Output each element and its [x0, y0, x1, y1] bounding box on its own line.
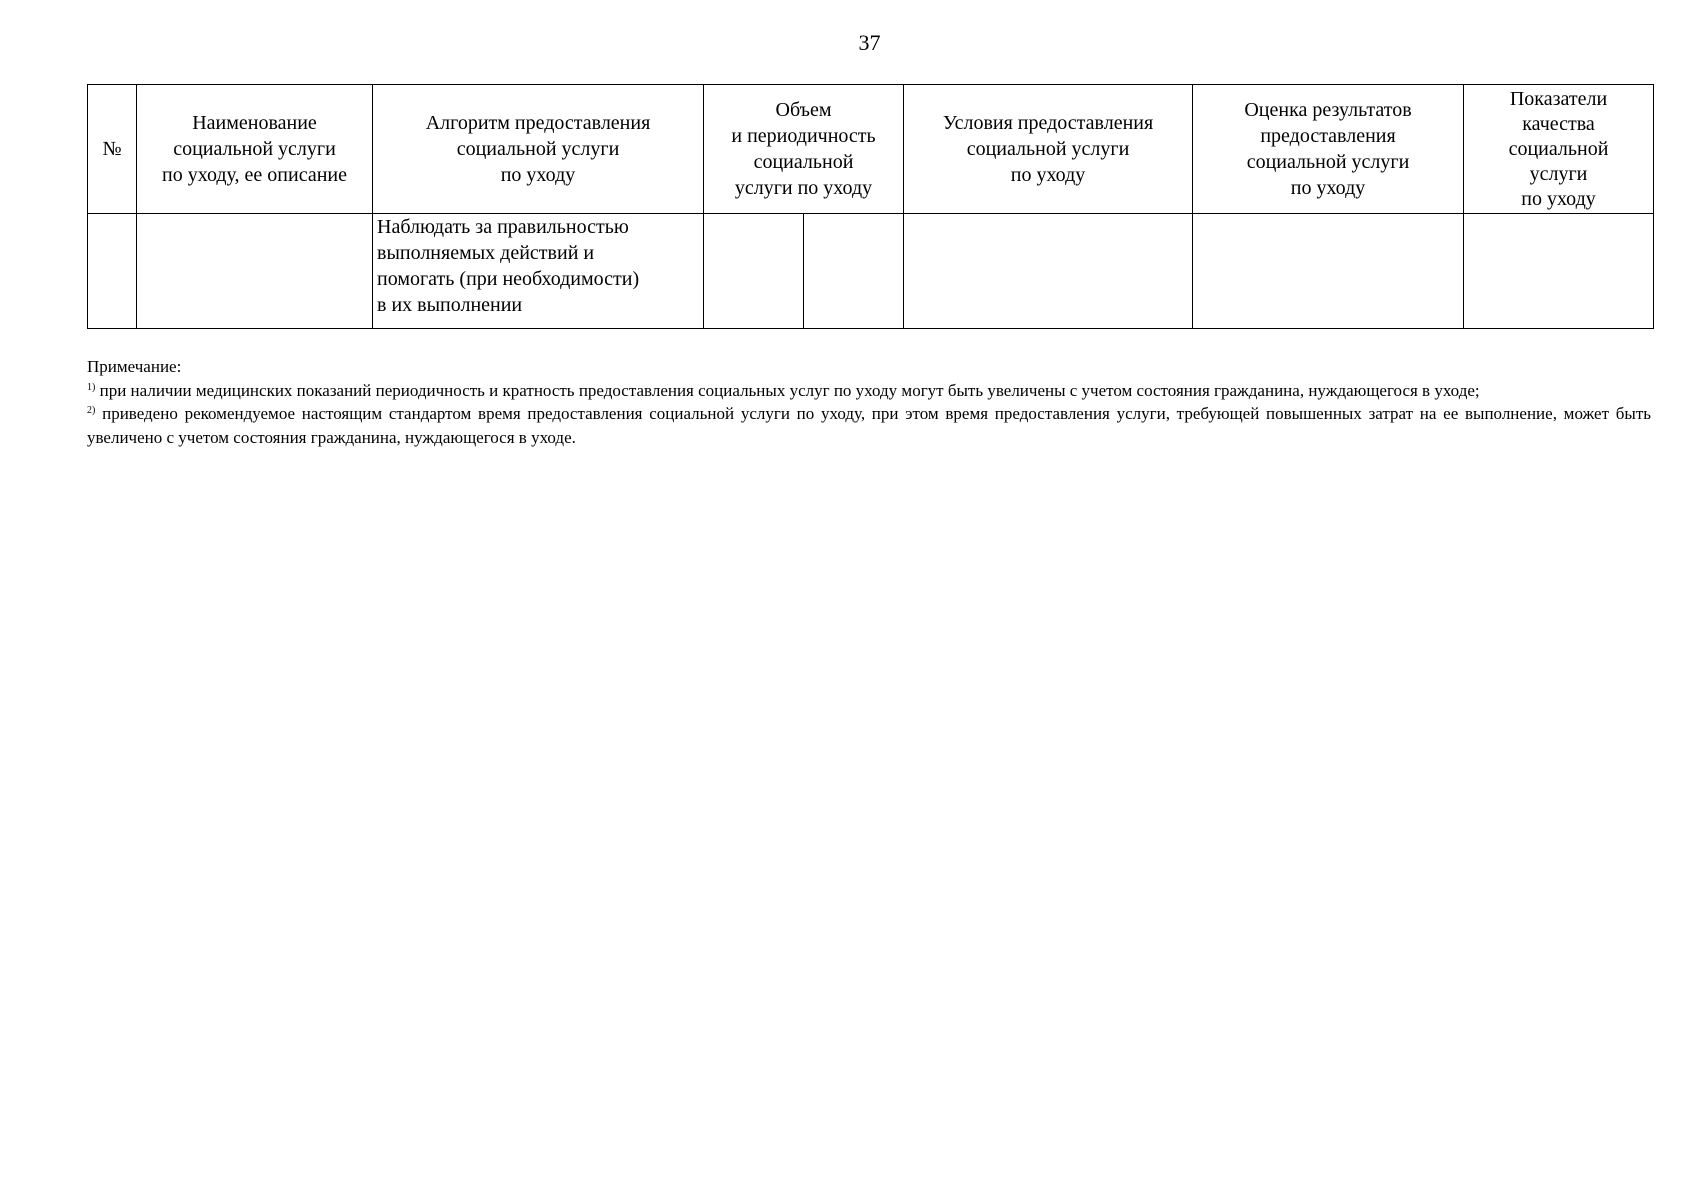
header-service-name: Наименование социальной услуги по уходу, ее описание [137, 85, 373, 214]
note-marker: 2) [87, 405, 96, 416]
header-conditions: Условия предоставления социальной услуги по уходу [904, 85, 1193, 214]
header-quality: Показатели качества социальной услуги по уходу [1464, 85, 1654, 214]
cell-volume [704, 214, 804, 329]
cell-algorithm: Наблюдать за правильностью выполняемых действий и помогать (при необходимости) в их выполнении [373, 214, 704, 329]
note-marker: 1) [87, 381, 96, 393]
header-row [88, 85, 1654, 214]
cell-conditions [904, 214, 1193, 329]
services-table [87, 84, 1654, 329]
cell-num [88, 214, 137, 329]
notes-title: Примечание: [87, 357, 182, 376]
cell-periodicity [804, 214, 904, 329]
header-volume-periodicity: Объем и периодичность социальной услуги по уходу [704, 85, 904, 214]
cell-quality [1464, 214, 1654, 329]
note-item [87, 379, 1651, 403]
header-algorithm: Алгоритм предоставления социальной услуги по уходу [373, 85, 704, 214]
cell-service-name [137, 214, 373, 329]
table-row [88, 214, 1654, 329]
header-evaluation: Оценка результатов предоставления социальной услуги по уходу [1193, 85, 1464, 214]
cell-evaluation [1193, 214, 1464, 329]
note-item [87, 402, 1651, 449]
page-number: 37 [858, 30, 881, 55]
note-text: приведено рекомендуемое настоящим стандартом время предоставления социальной услуги по уходу, при этом время предоставления услуги, требующей повышенных затрат на ее выполнение, может быть увеличено с учетом состояния гражданина, нуждающегося в уходе. [87, 404, 1652, 447]
note-text: при наличии медицинских показаний периодичность и кратность предоставления социальных услуг по уходу могут быть увеличены с учетом состояния гражданина, нуждающегося в уходе; [99, 380, 1480, 400]
notes-section [87, 355, 1651, 449]
header-num: № [88, 85, 137, 214]
